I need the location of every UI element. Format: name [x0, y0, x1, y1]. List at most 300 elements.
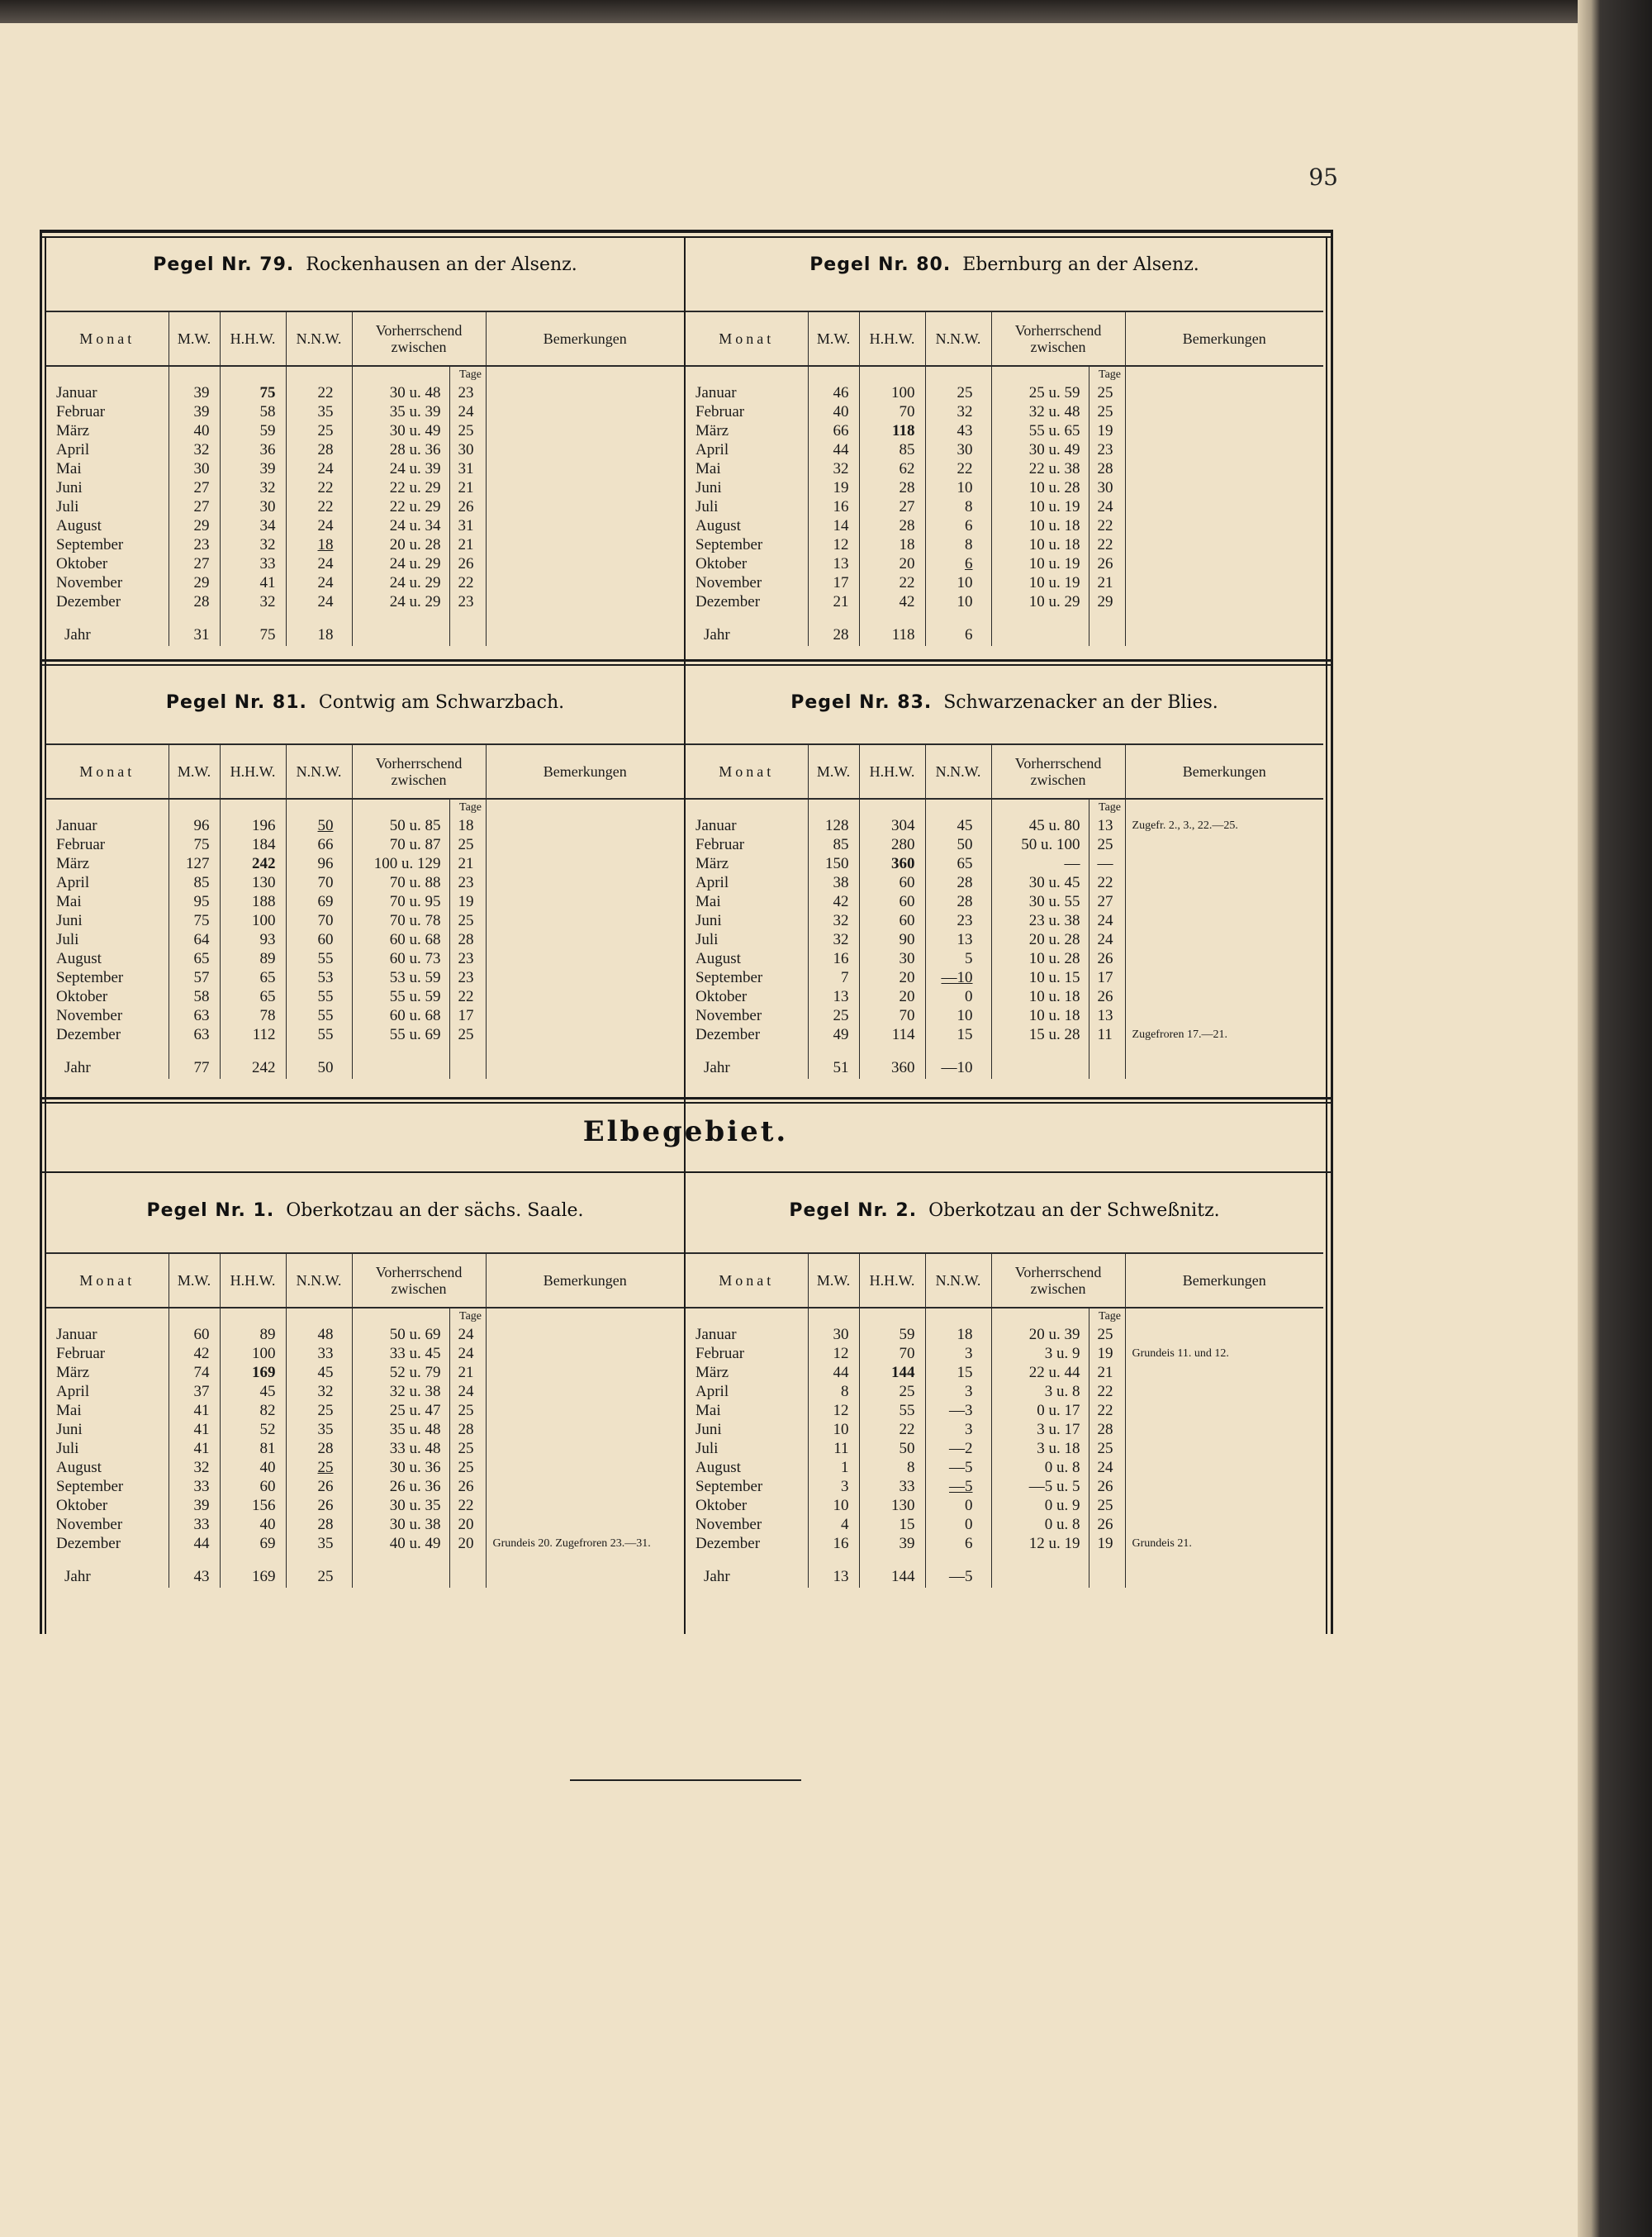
remark-cell: [486, 1401, 684, 1420]
hhw-cell: 42: [859, 592, 925, 611]
month-cell: November: [695, 1516, 762, 1533]
blank-cell: [808, 1308, 859, 1325]
hhw-cell: 65: [220, 968, 286, 987]
nnw-cell: 6: [925, 1534, 991, 1553]
table-row: [686, 1439, 1323, 1458]
range-cell: 0 u. 17: [991, 1401, 1089, 1420]
days-cell: 25: [449, 1439, 486, 1458]
hhw-cell: 20: [859, 554, 925, 573]
table-row: [46, 383, 684, 402]
remark-cell: [1125, 1515, 1323, 1534]
table-row: [46, 1534, 684, 1553]
days-cell: 25: [1089, 1439, 1125, 1458]
mw-cell: 16: [808, 497, 859, 516]
month-cell: Mai: [695, 893, 721, 910]
remark-cell: [1125, 1401, 1323, 1420]
table-row: [46, 1439, 684, 1458]
hhw-cell: 188: [220, 892, 286, 911]
days-cell: 28: [449, 930, 486, 949]
days-cell: 24: [449, 402, 486, 421]
blank-cell: [1125, 1308, 1323, 1325]
remark-cell: [486, 911, 684, 930]
remark-cell: [1125, 383, 1323, 402]
remark-cell: [486, 1382, 684, 1401]
range-cell: 0 u. 8: [991, 1515, 1089, 1534]
remark-cell: [486, 816, 684, 835]
month-cell: Oktober: [695, 988, 748, 1005]
table-row: [686, 816, 1323, 835]
header-row: [46, 744, 684, 799]
hhw-cell: 60: [859, 873, 925, 892]
hhw-cell: 75: [220, 383, 286, 402]
year-hhw: 169: [220, 1553, 286, 1588]
month-cell: Februar: [695, 403, 745, 420]
remark-cell: [1125, 573, 1323, 592]
range-cell: 25 u. 47: [352, 1401, 449, 1420]
hhw-cell: 33: [220, 554, 286, 573]
days-cell: 21: [449, 478, 486, 497]
remark-cell: [486, 949, 684, 968]
blank-cell: [352, 611, 449, 646]
remark-cell: Grundeis 21.: [1125, 1534, 1323, 1553]
col-header-monat: Monat: [46, 744, 169, 799]
col-header-mw: M.W.: [808, 1253, 859, 1308]
range-cell: 60 u. 73: [352, 949, 449, 968]
hhw-cell: 58: [220, 402, 286, 421]
table-row: [46, 478, 684, 497]
remark-cell: [486, 1344, 684, 1363]
remark-cell: [1125, 554, 1323, 573]
hhw-cell: 70: [859, 1006, 925, 1025]
hhw-cell: 41: [220, 573, 286, 592]
table-row: [686, 383, 1323, 402]
range-cell: 50 u. 100: [991, 835, 1089, 854]
remark-cell: [486, 987, 684, 1006]
mw-cell: 49: [808, 1025, 859, 1044]
year-nnw: 50: [286, 1044, 352, 1079]
range-cell: 10 u. 19: [991, 554, 1089, 573]
table-row: [46, 1344, 684, 1363]
year-hhw: 360: [859, 1044, 925, 1079]
blank-cell: [486, 366, 684, 383]
month-cell: Mai: [56, 460, 82, 477]
remark-cell: [1125, 516, 1323, 535]
year-nnw: —10: [925, 1044, 991, 1079]
col-header-vorherrschend: Vorherrschend zwischen: [991, 311, 1125, 366]
blank-cell: [169, 799, 220, 816]
days-cell: 25: [449, 1025, 486, 1044]
range-cell: 70 u. 95: [352, 892, 449, 911]
year-row: [46, 611, 684, 646]
nnw-cell: 28: [286, 440, 352, 459]
month-cell: September: [695, 969, 763, 986]
hhw-cell: 60: [859, 892, 925, 911]
month-cell: März: [56, 1364, 90, 1381]
mw-cell: 63: [169, 1006, 220, 1025]
remark-cell: Zugefroren 17.—21.: [1125, 1025, 1323, 1044]
table-row: [686, 554, 1323, 573]
remark-cell: [1125, 1363, 1323, 1382]
days-cell: 24: [1089, 911, 1125, 930]
range-cell: 10 u. 28: [991, 478, 1089, 497]
frame-top-rule-inner: [40, 236, 1333, 238]
month-cell: Februar: [56, 1345, 106, 1362]
month-cell: Juni: [56, 912, 83, 929]
mw-cell: 150: [808, 854, 859, 873]
year-row: [686, 1553, 1323, 1588]
month-cell: September: [695, 536, 763, 553]
hhw-cell: 40: [220, 1515, 286, 1534]
range-cell: 23 u. 38: [991, 911, 1089, 930]
col-header-mw: M.W.: [808, 744, 859, 799]
tage-row: [686, 1308, 1323, 1325]
hhw-cell: 55: [859, 1401, 925, 1420]
col-header-vorherrschend: Vorherrschend zwischen: [352, 1253, 486, 1308]
gauge-81-title: Pegel Nr. 81. Contwig am Schwarzbach.: [165, 692, 565, 713]
blank-cell: [859, 1308, 925, 1325]
hhw-cell: 89: [220, 949, 286, 968]
range-cell: —: [991, 854, 1089, 873]
table-row: [46, 554, 684, 573]
year-nnw: 6: [925, 611, 991, 646]
col-header-vorherrschend: Vorherrschend zwischen: [352, 744, 486, 799]
range-cell: 24 u. 29: [352, 554, 449, 573]
blank-cell: [859, 799, 925, 816]
table-row: [686, 873, 1323, 892]
days-cell: 28: [1089, 459, 1125, 478]
days-cell: 30: [1089, 478, 1125, 497]
remark-cell: Zugefr. 2., 3., 22.—25.: [1125, 816, 1323, 835]
remark-cell: [1125, 1420, 1323, 1439]
table-row: [46, 516, 684, 535]
year-nnw: 18: [286, 611, 352, 646]
blank-cell: [169, 1308, 220, 1325]
tage-label: Tage: [449, 799, 486, 816]
year-label: Jahr: [704, 625, 730, 644]
hhw-cell: 32: [220, 535, 286, 554]
blank-cell: [486, 1044, 684, 1079]
range-cell: 40 u. 49: [352, 1534, 449, 1553]
month-cell: November: [56, 574, 123, 591]
nnw-cell: 28: [286, 1515, 352, 1534]
mw-cell: 32: [169, 440, 220, 459]
nnw-cell: 15: [925, 1363, 991, 1382]
range-cell: 35 u. 39: [352, 402, 449, 421]
remark-cell: Grundeis 20. Zugefroren 23.—31.: [486, 1534, 684, 1553]
remark-cell: [486, 421, 684, 440]
remark-cell: [486, 930, 684, 949]
nnw-cell: 25: [286, 421, 352, 440]
days-cell: 25: [1089, 383, 1125, 402]
month-cell: Mai: [695, 1402, 721, 1419]
frame-top-rule: [40, 230, 1333, 233]
nnw-cell: 3: [925, 1382, 991, 1401]
col-header-mw: M.W.: [169, 311, 220, 366]
mw-cell: 4: [808, 1515, 859, 1534]
col-header-vorherrschend: Vorherrschend zwischen: [352, 311, 486, 366]
nnw-cell: 25: [925, 383, 991, 402]
remark-cell: [1125, 402, 1323, 421]
blank-cell: [352, 1553, 449, 1588]
month-cell: August: [56, 517, 102, 534]
remark-cell: [1125, 1477, 1323, 1496]
blank-cell: [1125, 799, 1323, 816]
closing-rule: [570, 1779, 801, 1781]
table-row: [46, 1458, 684, 1477]
nnw-cell: 10: [925, 478, 991, 497]
remark-cell: [1125, 930, 1323, 949]
col-header-bemerkungen: Bemerkungen: [1125, 311, 1323, 366]
mw-cell: 44: [169, 1534, 220, 1553]
col-header-hhw: H.H.W.: [859, 744, 925, 799]
days-cell: 25: [449, 421, 486, 440]
hhw-cell: 114: [859, 1025, 925, 1044]
range-cell: 52 u. 79: [352, 1363, 449, 1382]
blank-cell: [1125, 1044, 1323, 1079]
days-cell: —: [1089, 854, 1125, 873]
remark-cell: [486, 592, 684, 611]
range-cell: 24 u. 29: [352, 592, 449, 611]
mw-cell: 39: [169, 402, 220, 421]
gauge-2-table: [686, 1252, 1323, 1588]
hhw-cell: 18: [859, 535, 925, 554]
year-row: [46, 1044, 684, 1079]
days-cell: 31: [449, 459, 486, 478]
range-cell: 30 u. 45: [991, 873, 1089, 892]
month-cell: Januar: [56, 1326, 97, 1343]
mw-cell: 29: [169, 516, 220, 535]
nnw-cell: 3: [925, 1420, 991, 1439]
year-mw: 28: [808, 611, 859, 646]
hhw-cell: 28: [859, 516, 925, 535]
nnw-cell: 70: [286, 873, 352, 892]
blank-cell: [286, 799, 352, 816]
month-cell: Juli: [56, 1440, 79, 1457]
hhw-cell: 36: [220, 440, 286, 459]
hhw-cell: 184: [220, 835, 286, 854]
days-cell: 25: [1089, 402, 1125, 421]
month-cell: November: [695, 1007, 762, 1024]
hhw-cell: 52: [220, 1420, 286, 1439]
month-cell: Oktober: [56, 555, 108, 572]
days-cell: 21: [449, 1363, 486, 1382]
month-cell: Mai: [695, 460, 721, 477]
table-row: [46, 497, 684, 516]
month-cell: Juli: [695, 931, 719, 948]
blank-cell: [449, 611, 486, 646]
days-cell: 24: [449, 1325, 486, 1344]
col-header-mw: M.W.: [808, 311, 859, 366]
remark-cell: [486, 554, 684, 573]
hhw-cell: 40: [220, 1458, 286, 1477]
table-row: [686, 478, 1323, 497]
hhw-cell: 20: [859, 968, 925, 987]
nnw-cell: 33: [286, 1344, 352, 1363]
blank-cell: [1125, 611, 1323, 646]
remark-cell: [1125, 1006, 1323, 1025]
hhw-cell: 70: [859, 1344, 925, 1363]
blank-cell: [486, 1308, 684, 1325]
table-row: [686, 1496, 1323, 1515]
table-row: [686, 930, 1323, 949]
range-cell: 20 u. 39: [991, 1325, 1089, 1344]
gauge-1-title: Pegel Nr. 1. Oberkotzau an der sächs. Saale.: [146, 1200, 584, 1221]
blank-cell: [686, 1308, 808, 1325]
nnw-cell: 35: [286, 402, 352, 421]
year-mw: 31: [169, 611, 220, 646]
table-row: [686, 854, 1323, 873]
col-header-mw: M.W.: [169, 744, 220, 799]
header-row: [46, 311, 684, 366]
month-cell: März: [695, 1364, 729, 1381]
days-cell: 21: [449, 854, 486, 873]
table-row: [686, 1515, 1323, 1534]
mw-cell: 13: [808, 987, 859, 1006]
separator-1: [40, 659, 1333, 662]
blank-cell: [991, 1553, 1089, 1588]
days-cell: 19: [1089, 1344, 1125, 1363]
remark-cell: [486, 1496, 684, 1515]
table-row: [686, 497, 1323, 516]
month-cell: Juni: [695, 479, 722, 496]
days-cell: 20: [449, 1515, 486, 1534]
year-label: Jahr: [64, 1058, 91, 1076]
month-cell: Dezember: [695, 1535, 761, 1552]
tage-row: [46, 366, 684, 383]
days-cell: 23: [449, 873, 486, 892]
blank-cell: [449, 1044, 486, 1079]
table-row: [46, 816, 684, 835]
range-cell: 24 u. 39: [352, 459, 449, 478]
range-cell: 70 u. 88: [352, 873, 449, 892]
nnw-cell: 69: [286, 892, 352, 911]
table-row: [686, 1477, 1323, 1496]
days-cell: 25: [1089, 1325, 1125, 1344]
header-row: [686, 744, 1323, 799]
tage-row: [686, 799, 1323, 816]
month-cell: Juli: [56, 498, 79, 515]
mw-cell: 64: [169, 930, 220, 949]
hhw-cell: 82: [220, 1401, 286, 1420]
table-row: [46, 1006, 684, 1025]
nnw-cell: 25: [286, 1401, 352, 1420]
hhw-cell: 27: [859, 497, 925, 516]
year-label: Jahr: [64, 1567, 91, 1585]
hhw-cell: 90: [859, 930, 925, 949]
hhw-cell: 32: [220, 478, 286, 497]
mw-cell: 33: [169, 1515, 220, 1534]
range-cell: 0 u. 8: [991, 1458, 1089, 1477]
range-cell: 22 u. 38: [991, 459, 1089, 478]
blank-cell: [859, 366, 925, 383]
range-cell: 10 u. 29: [991, 592, 1089, 611]
table-row: [46, 1401, 684, 1420]
month-cell: April: [56, 441, 90, 458]
table-row: [46, 535, 684, 554]
table-row: [46, 930, 684, 949]
range-cell: 3 u. 18: [991, 1439, 1089, 1458]
header-row: [686, 311, 1323, 366]
month-cell: Januar: [695, 1326, 737, 1343]
days-cell: 19: [1089, 1534, 1125, 1553]
days-cell: 24: [449, 1344, 486, 1363]
days-cell: 24: [1089, 930, 1125, 949]
days-cell: 22: [1089, 1401, 1125, 1420]
hhw-cell: 39: [859, 1534, 925, 1553]
nnw-cell: 70: [286, 911, 352, 930]
tage-label: Tage: [449, 1308, 486, 1325]
range-cell: 33 u. 48: [352, 1439, 449, 1458]
days-cell: 25: [1089, 835, 1125, 854]
range-cell: 30 u. 35: [352, 1496, 449, 1515]
blank-cell: [46, 1308, 169, 1325]
separator-1-inner: [40, 664, 1333, 666]
hhw-cell: 15: [859, 1515, 925, 1534]
mw-cell: 42: [808, 892, 859, 911]
nnw-cell: 13: [925, 930, 991, 949]
mw-cell: 23: [169, 535, 220, 554]
col-header-hhw: H.H.W.: [220, 744, 286, 799]
nnw-cell: 6: [925, 554, 991, 573]
book-binding-edge: [1578, 0, 1652, 2237]
range-cell: 0 u. 9: [991, 1496, 1089, 1515]
range-cell: 20 u. 28: [352, 535, 449, 554]
days-cell: 22: [449, 1496, 486, 1515]
mw-cell: 28: [169, 592, 220, 611]
col-header-monat: Monat: [46, 311, 169, 366]
blank-cell: [808, 366, 859, 383]
days-cell: 22: [1089, 1382, 1125, 1401]
year-label: Jahr: [704, 1567, 730, 1585]
year-nnw: 25: [286, 1553, 352, 1588]
range-cell: 30 u. 48: [352, 383, 449, 402]
month-cell: Februar: [56, 836, 106, 853]
gauge-2-title: Pegel Nr. 2. Oberkotzau an der Schweßnitz.: [789, 1200, 1220, 1221]
nnw-cell: —3: [925, 1401, 991, 1420]
month-cell: April: [695, 441, 729, 458]
hhw-cell: 70: [859, 402, 925, 421]
blank-cell: [1125, 366, 1323, 383]
mw-cell: 10: [808, 1496, 859, 1515]
month-cell: April: [56, 874, 90, 891]
days-cell: 23: [449, 949, 486, 968]
hhw-cell: 25: [859, 1382, 925, 1401]
nnw-cell: 60: [286, 930, 352, 949]
remark-cell: [486, 573, 684, 592]
year-label: Jahr: [704, 1058, 730, 1076]
hhw-cell: 32: [220, 592, 286, 611]
range-cell: 70 u. 87: [352, 835, 449, 854]
remark-cell: [1125, 892, 1323, 911]
nnw-cell: 24: [286, 459, 352, 478]
mw-cell: 27: [169, 497, 220, 516]
blank-cell: [220, 1308, 286, 1325]
days-cell: 26: [1089, 987, 1125, 1006]
remark-cell: [486, 1515, 684, 1534]
nnw-cell: 50: [286, 816, 352, 835]
range-cell: 12 u. 19: [991, 1534, 1089, 1553]
blank-cell: [991, 799, 1089, 816]
range-cell: 10 u. 18: [991, 516, 1089, 535]
month-cell: Februar: [56, 403, 106, 420]
month-cell: April: [56, 1383, 90, 1400]
nnw-cell: 10: [925, 1006, 991, 1025]
mw-cell: 8: [808, 1382, 859, 1401]
mw-cell: 13: [808, 554, 859, 573]
year-mw: 13: [808, 1553, 859, 1588]
month-cell: Januar: [56, 817, 97, 834]
mw-cell: 66: [808, 421, 859, 440]
